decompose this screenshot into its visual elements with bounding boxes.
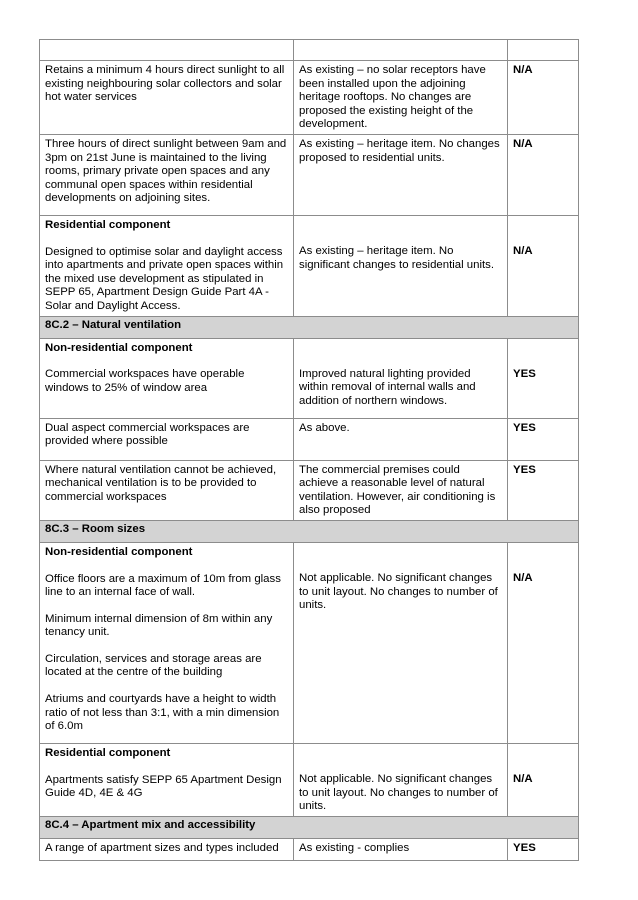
control-cell — [40, 743, 294, 816]
response-text: As above. — [299, 421, 350, 434]
status-cell — [508, 215, 579, 316]
table-row — [40, 542, 579, 743]
response-text: As existing – heritage item. No changes proposed to residential units. — [299, 137, 500, 164]
control-cell — [40, 215, 294, 316]
table-row — [40, 40, 579, 61]
control-text: Designed to optimise solar and daylight access into apartments and private open spaces within the mixed use development as stipulated in SEPP 65, Apartment Design Guide Part 4A - Solar and Daylight Access. — [45, 245, 284, 312]
status-cell — [508, 338, 579, 418]
component-heading: Residential component — [45, 218, 171, 231]
status-badge: YES — [513, 367, 536, 380]
control-text: Circulation, services and storage areas are located at the centre of the building — [45, 652, 262, 679]
status-cell — [508, 418, 579, 460]
control-cell — [40, 542, 294, 743]
response-cell — [294, 743, 508, 816]
control-cell — [40, 40, 294, 61]
response-cell — [294, 40, 508, 61]
table-row — [40, 418, 579, 460]
section-title: 8C.3 – Room sizes — [40, 520, 579, 542]
status-cell — [508, 460, 579, 520]
status-cell — [508, 743, 579, 816]
control-text: Atriums and courtyards have a height to width ratio of not less than 3:1, with a min dimension of 6.0m — [45, 693, 280, 733]
status-cell — [508, 838, 579, 860]
response-text: Improved natural lighting provided within removal of internal walls and addition of northern windows. — [299, 367, 476, 407]
status-cell — [508, 40, 579, 61]
status-badge: YES — [513, 463, 536, 476]
response-cell — [294, 61, 508, 135]
control-cell — [40, 338, 294, 418]
compliance-table — [39, 39, 579, 861]
response-text: As existing – no solar receptors have been installed upon the adjoining heritage rooftops. No changes are proposed the existing height of the development. — [299, 64, 486, 131]
control-text: Office floors are a maximum of 10m from glass line to an internal face of wall. — [45, 572, 281, 599]
response-cell — [294, 215, 508, 316]
status-badge: N/A — [513, 64, 533, 76]
status-badge: YES — [513, 841, 536, 854]
response-text: Not applicable. No significant changes to unit layout. No changes to number of units. — [299, 571, 498, 612]
control-cell — [40, 61, 294, 135]
control-text: Minimum internal dimension of 8m within any tenancy unit. — [45, 612, 273, 639]
table-row — [40, 134, 579, 215]
section-title: 8C.4 – Apartment mix and accessibility — [40, 816, 579, 838]
component-heading: Non-residential component — [45, 341, 193, 354]
table-row — [40, 61, 579, 135]
component-heading: Residential component — [45, 746, 171, 759]
response-cell — [294, 542, 508, 743]
section-row — [40, 520, 579, 542]
status-badge: N/A — [513, 244, 533, 257]
response-cell — [294, 134, 508, 215]
response-text: Not applicable. No significant changes to unit layout. No changes to number of units. — [299, 772, 498, 813]
table-row — [40, 838, 579, 860]
table-row — [40, 460, 579, 520]
table-row — [40, 743, 579, 816]
control-cell — [40, 418, 294, 460]
status-cell — [508, 61, 579, 135]
control-text: Where natural ventilation cannot be achieved, mechanical ventilation is to be provided to commercial workspaces — [45, 463, 277, 503]
control-text: Dual aspect commercial workspaces are provided where possible — [45, 421, 250, 448]
control-cell — [40, 460, 294, 520]
status-badge: N/A — [513, 571, 533, 584]
table-row — [40, 338, 579, 418]
control-cell — [40, 134, 294, 215]
response-cell — [294, 338, 508, 418]
status-badge: N/A — [513, 137, 533, 150]
status-cell — [508, 542, 579, 743]
section-row — [40, 316, 579, 338]
response-cell — [294, 418, 508, 460]
control-cell — [40, 838, 294, 860]
section-row — [40, 816, 579, 838]
section-title: 8C.2 – Natural ventilation — [40, 316, 579, 338]
status-cell — [508, 134, 579, 215]
control-text: Retains a minimum 4 hours direct sunlight to all existing neighbouring solar collectors and solar hot water services — [45, 64, 285, 104]
response-text: As existing – heritage item. No significant changes to residential units. — [299, 244, 495, 271]
table-row — [40, 215, 579, 316]
response-cell — [294, 460, 508, 520]
control-text: Three hours of direct sunlight between 9am and 3pm on 21st June is maintained to the living rooms, primary private open spaces and any communal open spaces within residential developments on adjoining sites. — [45, 137, 287, 205]
response-cell — [294, 838, 508, 860]
response-text: As existing - complies — [299, 841, 410, 854]
status-badge: YES — [513, 421, 536, 434]
status-badge: N/A — [513, 772, 533, 785]
control-text: Commercial workspaces have operable windows to 25% of window area — [45, 368, 245, 394]
control-text: A range of apartment sizes and types included — [45, 841, 279, 854]
control-text: Apartments satisfy SEPP 65 Apartment Design Guide 4D, 4E & 4G — [45, 773, 282, 800]
component-heading: Non-residential component — [45, 545, 193, 558]
response-text: The commercial premises could achieve a reasonable level of natural ventilation. However, air conditioning is also proposed — [299, 463, 496, 517]
